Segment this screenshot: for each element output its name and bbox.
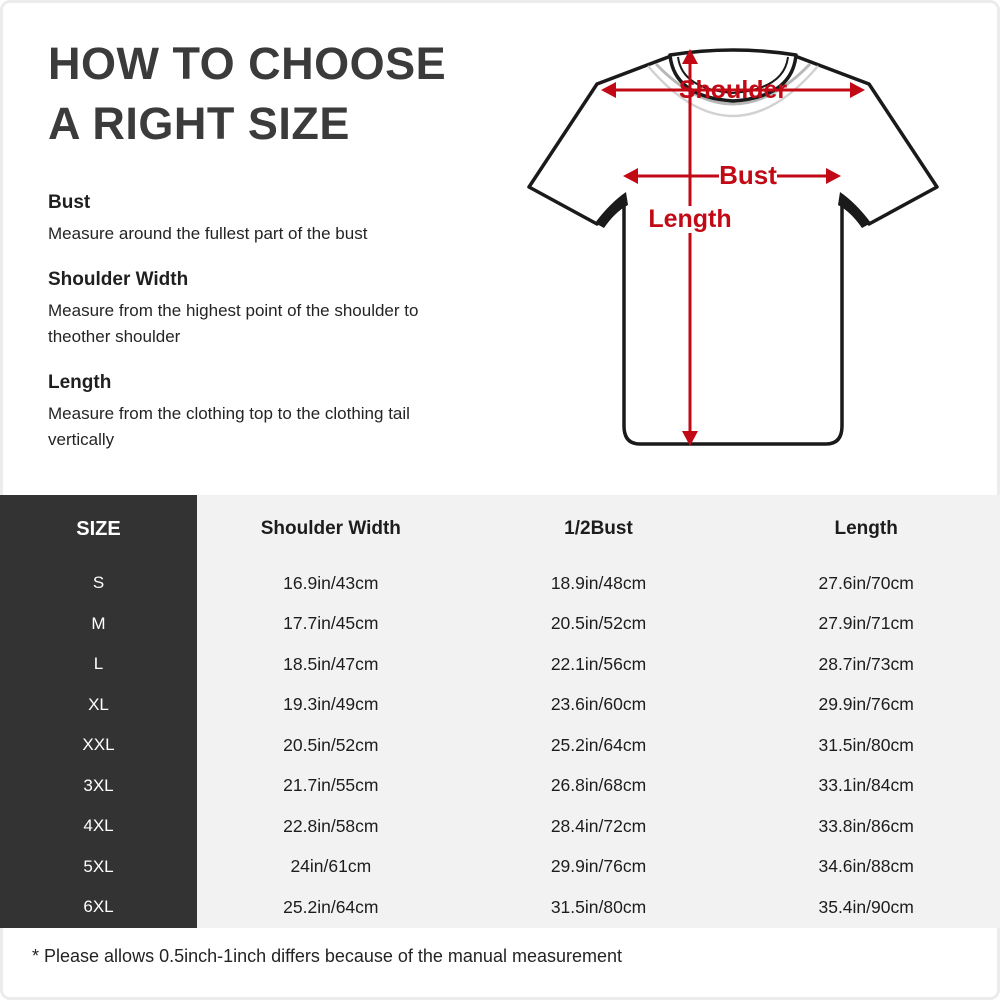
instruction-description: Measure around the fullest part of the bust bbox=[48, 224, 368, 243]
size-label: L bbox=[0, 644, 197, 685]
half-bust-value: 25.2in/64cm bbox=[465, 725, 733, 766]
length-label: Length bbox=[648, 205, 732, 233]
page-title-line2: A RIGHT SIZE bbox=[48, 98, 350, 149]
length-value: 29.9in/76cm bbox=[732, 685, 1000, 726]
length-value: 28.7in/73cm bbox=[732, 644, 1000, 685]
size-table-row bbox=[0, 847, 1000, 888]
size-label: 6XL bbox=[0, 887, 197, 928]
half-bust-value: 31.5in/80cm bbox=[465, 887, 733, 928]
size-table-row bbox=[0, 766, 1000, 807]
shoulder-width-value: 22.8in/58cm bbox=[197, 806, 465, 847]
shoulder-label: Shoulder bbox=[678, 76, 788, 104]
length-value: 27.6in/70cm bbox=[732, 563, 1000, 604]
shoulder-width-value: 16.9in/43cm bbox=[197, 563, 465, 604]
instruction-description: Measure from the highest point of the shoulder to theother shoulder bbox=[48, 301, 419, 346]
size-label: 5XL bbox=[0, 847, 197, 888]
instruction-heading: Bust bbox=[48, 192, 91, 213]
header-shoulder-width: Shoulder Width bbox=[197, 495, 465, 563]
size-label: XXL bbox=[0, 725, 197, 766]
size-table-body bbox=[0, 563, 1000, 928]
size-table-row bbox=[0, 604, 1000, 645]
length-value: 34.6in/88cm bbox=[732, 847, 1000, 888]
length-value: 27.9in/71cm bbox=[732, 604, 1000, 645]
size-table-row bbox=[0, 725, 1000, 766]
instruction-heading: Length bbox=[48, 372, 112, 393]
length-value: 33.8in/86cm bbox=[732, 806, 1000, 847]
shoulder-width-value: 17.7in/45cm bbox=[197, 604, 465, 645]
shoulder-width-value: 18.5in/47cm bbox=[197, 644, 465, 685]
header-size: SIZE bbox=[0, 495, 197, 563]
instruction-item bbox=[48, 269, 426, 350]
instruction-description: Measure from the clothing top to the clothing tail vertically bbox=[48, 404, 410, 449]
bust-label: Bust bbox=[719, 160, 777, 190]
page-title bbox=[48, 34, 446, 154]
size-table-row bbox=[0, 806, 1000, 847]
tshirt-outline bbox=[529, 51, 937, 445]
size-table-row bbox=[0, 887, 1000, 928]
half-bust-value: 23.6in/60cm bbox=[465, 685, 733, 726]
size-label: 4XL bbox=[0, 806, 197, 847]
size-label: 3XL bbox=[0, 766, 197, 807]
half-bust-value: 22.1in/56cm bbox=[465, 644, 733, 685]
size-table-row bbox=[0, 563, 1000, 604]
instruction-item bbox=[48, 192, 426, 247]
measuring-instructions bbox=[48, 192, 426, 475]
size-label: S bbox=[0, 563, 197, 604]
shoulder-width-value: 20.5in/52cm bbox=[197, 725, 465, 766]
header-half-bust: 1/2Bust bbox=[465, 495, 733, 563]
measurement-disclaimer: * Please allows 0.5inch-1inch differs because of the manual measurement bbox=[32, 946, 623, 966]
shoulder-width-value: 25.2in/64cm bbox=[197, 887, 465, 928]
instruction-item bbox=[48, 372, 426, 453]
half-bust-value: 26.8in/68cm bbox=[465, 766, 733, 807]
length-value: 31.5in/80cm bbox=[732, 725, 1000, 766]
instruction-heading: Shoulder Width bbox=[48, 269, 189, 290]
size-table-row bbox=[0, 685, 1000, 726]
half-bust-value: 20.5in/52cm bbox=[465, 604, 733, 645]
half-bust-value: 29.9in/76cm bbox=[465, 847, 733, 888]
header-length: Length bbox=[732, 495, 1000, 563]
page-title-line1: HOW TO CHOOSE bbox=[48, 38, 447, 89]
tshirt-measurement-diagram bbox=[500, 20, 980, 460]
size-table-header-row bbox=[0, 495, 1000, 563]
shoulder-width-value: 19.3in/49cm bbox=[197, 685, 465, 726]
size-label: M bbox=[0, 604, 197, 645]
length-value: 33.1in/84cm bbox=[732, 766, 1000, 807]
length-value: 35.4in/90cm bbox=[732, 887, 1000, 928]
size-table-row bbox=[0, 644, 1000, 685]
half-bust-value: 18.9in/48cm bbox=[465, 563, 733, 604]
size-table bbox=[0, 495, 1000, 928]
shoulder-width-value: 24in/61cm bbox=[197, 847, 465, 888]
size-label: XL bbox=[0, 685, 197, 726]
half-bust-value: 28.4in/72cm bbox=[465, 806, 733, 847]
shoulder-width-value: 21.7in/55cm bbox=[197, 766, 465, 807]
